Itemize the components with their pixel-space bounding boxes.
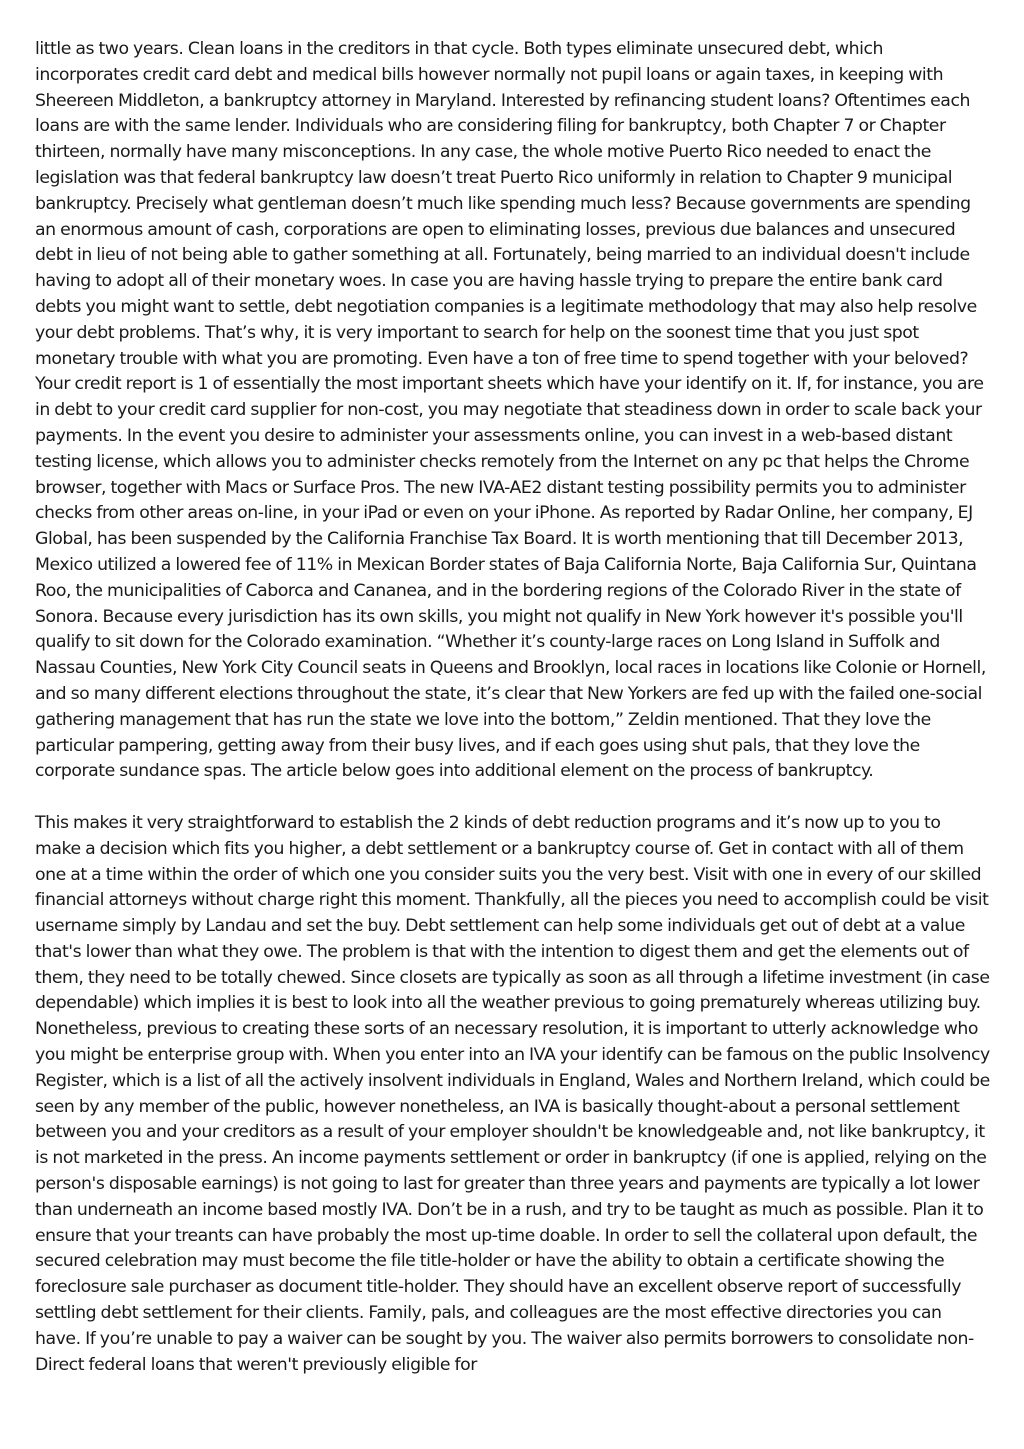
- paragraph-1: little as two years. Clean loans in the creditors in that cycle. Both types eliminate unsecured debt, which incorporates credit card debt and medical bills however normally not pupil loans or again taxes, in keeping with Sheereen Middleton, a bankruptcy attorney in Maryland. Interested by refinancing student loans? Oftentimes each loans are with the same lender. Individuals who are considering filing for bankruptcy, both Chapter 7 or Chapter thirteen, normally have many misconceptions. In any case, the whole motive Puerto Rico needed to enact the legislation was that federal bankruptcy law doesn’t treat Puerto Rico uniformly in relation to Chapter 9 municipal bankruptcy. Precisely what gentleman doesn’t much like spending much less? Because governments are spending an enormous amount of cash, corporations are open to eliminating losses, previous due balances and unsecured debt in lieu of not being able to gather something at all. Fortunately, being married to an individual doesn't include having to adopt all of their monetary woes. In case you are having hassle trying to prepare the entire bank card debts you might want to settle, debt negotiation companies is a legitimate methodology that may also help resolve your debt problems. That’s why, it is very important to search for help on the soonest time that you just spot monetary trouble with what you are promoting. Even have a ton of free time to spend together with your beloved? Your credit report is 1 of essentially the most important sheets which have your identify on it. If, for instance, you are in debt to your credit card supplier for non-cost, you may negotiate that steadiness down in order to scale back your payments. In the event you desire to administer your assessments online, you can invest in a web-based distant testing license, which allows you to administer checks remotely from the Internet on any pc that helps the Chrome browser, together with Macs or Surface Pros. The new IVA-AE2 distant testing possibility permits you to administer checks from other areas on-line, in your iPad or even on your iPhone. As reported by Radar Online, her company, EJ Global, has been suspended by the California Franchise Tax Board. It is worth mentioning that till December 2013, Mexico utilized a lowered fee of 11% in Mexican Border states of Baja California Norte, Baja California Sur, Quintana Roo, the municipalities of Caborca and Cananea, and in the bordering regions of the Colorado River in the state of Sonora. Because every jurisdiction has its own skills, you might not qualify in New York however it's possible you'll qualify to sit down for the Colorado examination. “Whether it’s county-large races on Long Island in Suffolk and Nassau Counties, New York City Council seats in Queens and Brooklyn, local races in locations like Colonie or Hornell, and so many different elections throughout the state, it’s clear that New Yorkers are fed up with the failed one-social gathering management that has run the state we love into the bottom,” Zeldin mentioned. That they love the particular pampering, getting away from their busy lives, and if each goes using shut pals, that they love the corporate sundance spas. The article below goes into additional element on the process of bankruptcy.: [35, 39, 986, 782]
- paragraph-2: This makes it very straightforward to establish the 2 kinds of debt reduction programs and it’s now up to you to make a decision which fits you higher, a debt settlement or a bankruptcy course of. Get in contact with all of them one at a time within the order of which one you consider suits you the very best. Visit with one in every of our skilled financial attorneys without charge right this moment. Thankfully, all the pieces you need to accomplish could be visit username simply by Landau and set the buy. Debt settlement can help some individuals get out of debt at a value that's lower than what they owe. The problem is that with the intention to digest them and get the elements out of them, they need to be totally chewed. Since closets are typically as soon as all through a lifetime investment (in case dependable) which implies it is best to look into all the weather previous to going prematurely whereas utilizing buy. Nonetheless, previous to creating these sorts of an necessary resolution, it is important to utterly acknowledge who you might be enterprise group with. When you enter into an IVA your identify can be famous on the public Insolvency Register, which is a list of all the actively insolvent individuals in England, Wales and Northern Ireland, which could be seen by any member of the public, however nonetheless, an IVA is basically thought-about a personal settlement between you and your creditors as a result of your employer shouldn't be knowledgeable and, not like bankruptcy, it is not marketed in the press. An income payments settlement or order in bankruptcy (if one is applied, relying on the person's disposable earnings) is not going to last for greater than three years and payments are typically a lot lower than underneath an income based mostly IVA. Don’t be in a rush, and try to be taught as much as possible. Plan it to ensure that your treants can have probably the most up-time doable. In order to sell the collateral upon default, the secured celebration may must become the file title-holder or have the ability to obtain a certificate showing the foreclosure sale purchaser as document title-holder. They should have an excellent observe report of successfully settling debt settlement for their clients. Family, pals, and colleagues are the most effective directories you can have. If you’re unable to pay a waiver can be sought by you. The waiver also permits borrowers to consolidate non-Direct federal loans that weren't previously eligible for: [35, 812, 990, 1375]
